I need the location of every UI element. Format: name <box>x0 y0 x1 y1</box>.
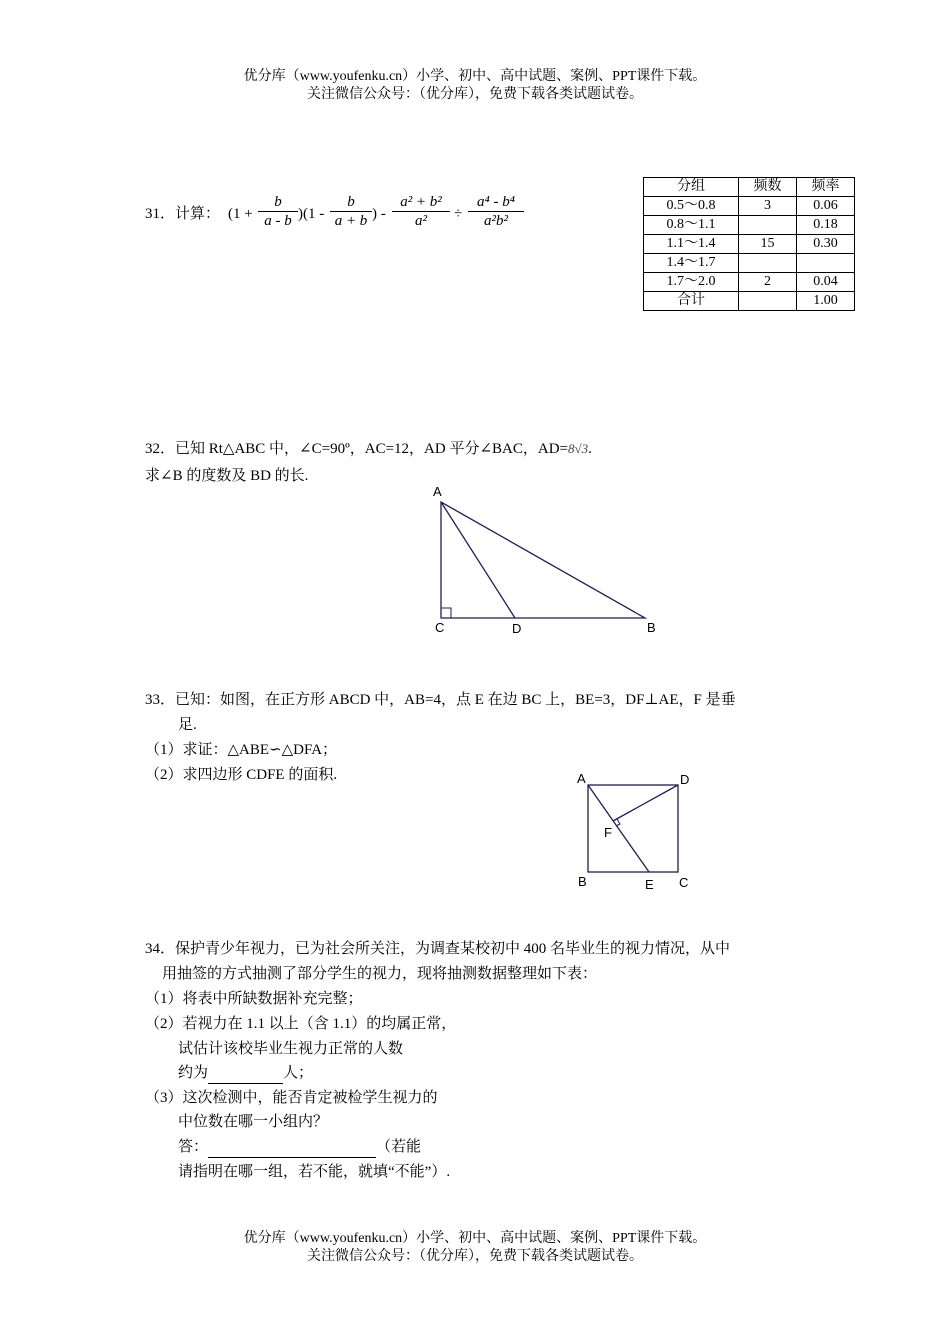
q31-fraction-3: a² + b² a² <box>392 193 450 230</box>
q33-part-1: （1）求证：△ABE∽△DFA； <box>145 742 338 758</box>
table-row <box>644 197 855 216</box>
q31-fraction-1: b a - b <box>258 193 298 230</box>
q31-mid2: ) - <box>372 206 386 222</box>
square-abcd <box>588 785 678 872</box>
q33-line-1: 33．已知：如图，在正方形 ABCD 中，AB=4，点 E 在边 BC 上，BE=3，DF⊥AE，F 是垂 <box>145 692 736 708</box>
table-cell: 1.4～1.7 <box>644 254 739 273</box>
header-line-1: 优分库（www.youfenku.cn）小学、初中、高中试题、案例、PPT课件下载。 <box>243 69 707 84</box>
q33-part-2: （2）求四边形 CDFE 的面积. <box>145 767 338 783</box>
q34-part-2b: 试估计该校毕业生视力正常的人数 <box>178 1041 404 1057</box>
table-cell <box>797 254 855 273</box>
label-b: B <box>578 874 587 889</box>
header-line-2: 关注微信公众号：（优分库），免费下载各类试题试卷。 <box>307 87 643 102</box>
footer-line-2: 关注微信公众号：（优分库），免费下载各类试题试卷。 <box>307 1249 643 1264</box>
q34-part-3c: 答： （若能 <box>178 1137 421 1158</box>
q32-line-1: 32．已知 Rt△ABC 中，∠C=90º，AC=12，AD 平分∠BAC，AD=8√3. <box>145 441 592 457</box>
table-cell: 1.7～2.0 <box>644 273 739 292</box>
table-cell: 15 <box>739 235 797 254</box>
right-angle-mark <box>441 608 451 618</box>
label-e: E <box>645 877 654 892</box>
table-header-cell: 频数 <box>739 178 797 197</box>
table-cell: 1.00 <box>797 292 855 311</box>
q31-divide-sign: ÷ <box>454 206 463 222</box>
table-cell: 0.06 <box>797 197 855 216</box>
table-cell: 1.1～1.4 <box>644 235 739 254</box>
q34-line-1b: 用抽签的方式抽测了部分学生的视力，现将抽测数据整理如下表： <box>162 966 598 982</box>
table-cell <box>739 292 797 311</box>
label-d: D <box>680 772 690 787</box>
table-row <box>644 235 855 254</box>
table-header-row <box>644 178 855 197</box>
q34-part-2c: 约为 人； <box>178 1063 313 1084</box>
table-row <box>644 292 855 311</box>
triangle-abc <box>441 502 645 618</box>
q34-line-1: 34．保护青少年视力，已为社会所关注，为调查某校初中 400 名毕业生的视力情况，从中 <box>145 941 731 957</box>
q31-mid1: )(1 - <box>298 206 325 222</box>
bisector-ad <box>441 502 515 618</box>
segment-ae <box>588 785 649 872</box>
table-cell: 合计 <box>644 292 739 311</box>
table-cell: 0.04 <box>797 273 855 292</box>
q34-part-3b: 中位数在哪一小组内？ <box>178 1114 329 1130</box>
answer-blank-median[interactable] <box>208 1137 376 1158</box>
table-cell: 0.8～1.1 <box>644 216 739 235</box>
table-cell <box>739 254 797 273</box>
frequency-table <box>643 177 855 311</box>
footer-line-1: 优分库（www.youfenku.cn）小学、初中、高中试题、案例、PPT课件下载。 <box>243 1231 707 1246</box>
table-cell: 0.18 <box>797 216 855 235</box>
label-a: A <box>433 484 442 499</box>
table-row <box>644 273 855 292</box>
table-cell: 0.30 <box>797 235 855 254</box>
q34-part-1: （1）将表中所缺数据补充完整； <box>145 991 363 1007</box>
q33-line-1b: 足. <box>178 717 197 733</box>
table-cell <box>739 216 797 235</box>
label-a: A <box>577 771 586 786</box>
table-cell: 0.5～0.8 <box>644 197 739 216</box>
label-b: B <box>647 620 656 635</box>
q34-part-3d: 请指明在哪一组，若不能，就填“不能”）. <box>178 1164 451 1180</box>
q31-open1: (1 + <box>228 206 253 222</box>
label-c: C <box>435 620 445 635</box>
table-cell: 3 <box>739 197 797 216</box>
q32-triangle-figure <box>420 480 670 640</box>
table-row <box>644 254 855 273</box>
q32-line-2: 求∠B 的度数及 BD 的长. <box>145 468 309 484</box>
q31-fraction-4: a⁴ - b⁴ a²b² <box>468 193 524 230</box>
label-d: D <box>512 621 522 636</box>
label-c: C <box>679 875 689 890</box>
label-f: F <box>604 825 612 840</box>
table-header-cell: 频率 <box>797 178 855 197</box>
q33-square-figure <box>570 768 700 894</box>
table-cell: 2 <box>739 273 797 292</box>
q34-part-2: （2）若视力在 1.1 以上（含 1.1）的均属正常， <box>145 1016 457 1032</box>
table-header-cell: 分组 <box>644 178 739 197</box>
answer-blank-count[interactable] <box>208 1063 283 1084</box>
q32-ad-value: 8√3 <box>567 441 589 456</box>
table-row <box>644 216 855 235</box>
q31-label: 31．计算： <box>145 206 221 222</box>
q31-fraction-2: b a + b <box>330 193 372 230</box>
q34-part-3: （3）这次检测中，能否肯定被检学生视力的 <box>145 1090 438 1106</box>
segment-df <box>613 785 678 821</box>
